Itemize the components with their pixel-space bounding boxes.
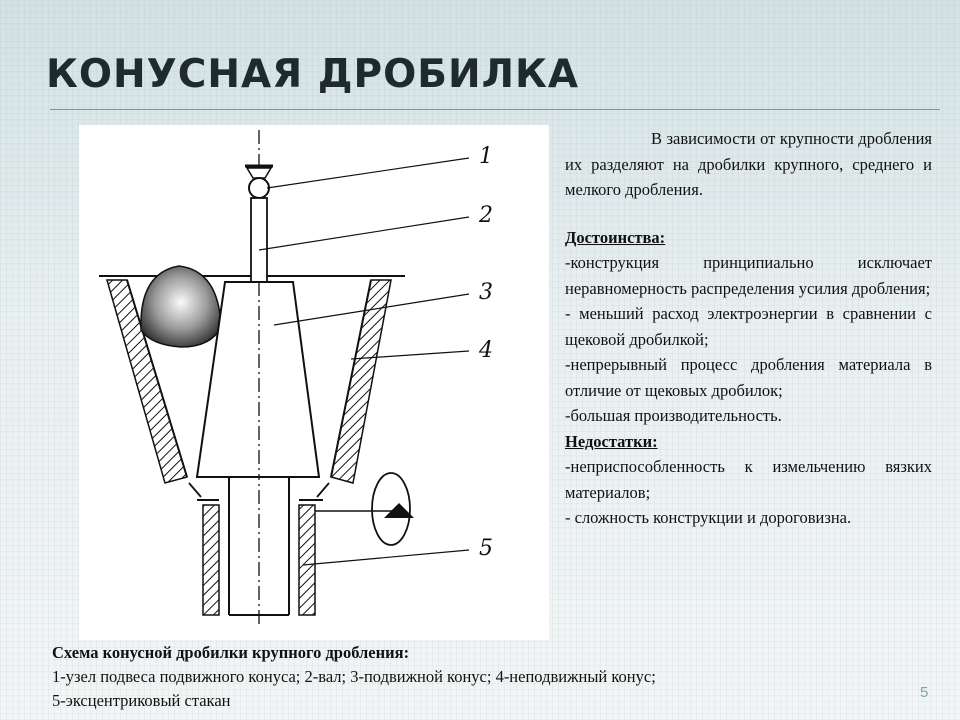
advantage-item: -непрерывный процесс дробления материала в отличие от щековых дробилок; <box>565 355 932 400</box>
page-number: 5 <box>920 684 929 701</box>
advantage-item: -конструкция принципиально исключает неравномерность распределения усилия дробления; <box>565 253 932 298</box>
advantage-item: -большая производительность. <box>565 406 782 425</box>
eccentric-sleeve-right <box>299 505 315 615</box>
suspension-ball <box>249 178 269 198</box>
description-text <box>565 126 932 531</box>
label-2: 2 <box>479 203 493 228</box>
disadvantage-item: - сложность конструкции и дороговизна. <box>565 508 852 527</box>
label-1: 1 <box>479 144 493 169</box>
disadvantages-heading: Недостатки: <box>565 431 658 451</box>
caption-title: Схема конусной дробилки крупного дробления: <box>52 643 410 662</box>
caption-line-2: 5-эксцентриковый стакан <box>52 691 231 710</box>
label-5: 5 <box>479 536 493 561</box>
title-underline <box>50 109 940 110</box>
intro-paragraph: В зависимости от крупности дробления их разделяют на дробилки крупного, среднего и мелкого дробления. <box>565 129 932 199</box>
figure-caption <box>52 641 932 713</box>
label-4: 4 <box>479 338 493 363</box>
label-3: 3 <box>479 280 493 305</box>
cone-crusher-diagram <box>79 125 549 640</box>
caption-line-1: 1-узел подвеса подвижного конуса; 2-вал; 3-подвижной конус; 4-неподвижный конус; <box>52 667 656 686</box>
shaft <box>251 198 267 284</box>
slide-title: КОНУСНАЯ ДРОБИЛКА <box>46 52 580 97</box>
eccentric-sleeve-left <box>203 505 219 615</box>
disadvantage-item: -неприспособленность к измельчению вязких материалов; <box>565 457 932 502</box>
rock-piece <box>141 266 221 347</box>
advantages-heading: Достоинства: <box>565 227 666 247</box>
stationary-cone-right-wall <box>331 280 391 483</box>
advantage-item: - меньший расход электроэнергии в сравнении с щековой дробилкой; <box>565 304 932 349</box>
